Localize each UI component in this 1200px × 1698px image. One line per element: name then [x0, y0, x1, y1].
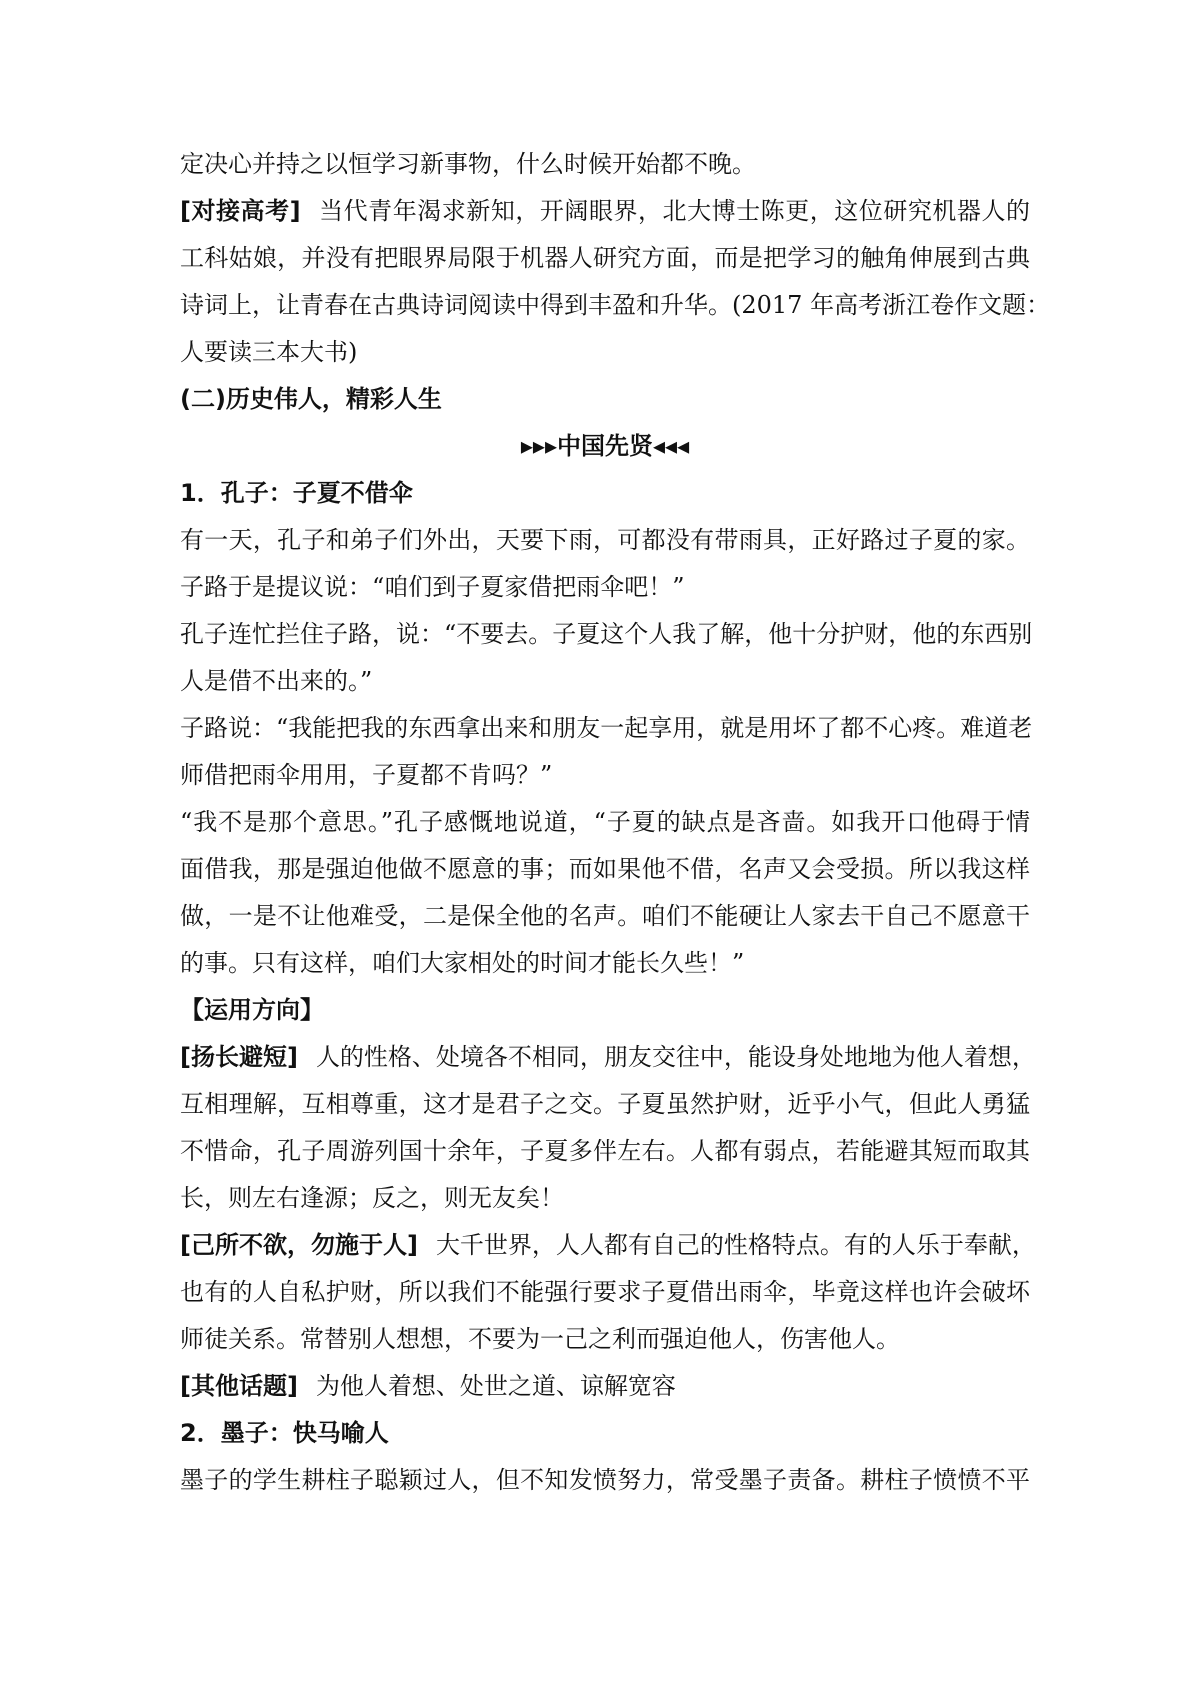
paragraph-line: 人要读三本大书) [180, 338, 358, 366]
topic-tag: [对接高考] [180, 197, 301, 225]
center-heading: ▸▸▸中国先贤◂◂◂ [520, 432, 690, 460]
paragraph-line: 工科姑娘，并没有把眼界局限于机器人研究方面，而是把学习的触角伸展到古典 [180, 244, 1030, 272]
paragraph-line: 诗词上，让青春在古典诗词阅读中得到丰盈和升华。(2017 年高考浙江卷作文题： [180, 291, 1051, 319]
topic-tag: [其他话题] [180, 1372, 298, 1400]
paragraph-line: 孔子连忙拦住子路，说：“不要去。子夏这个人我了解，他十分护财，他的东西别 [180, 620, 1033, 648]
paragraph-text: 当代青年渴求新知，开阔眼界，北大博士陈更，这位研究机器人的 [318, 197, 1030, 225]
topic-tag: [己所不欲，勿施于人] [180, 1231, 418, 1259]
item-title: 1．孔子：子夏不借伞 [180, 479, 413, 507]
paragraph-line: 墨子的学生耕柱子聪颖过人，但不知发愤努力，常受墨子责备。耕柱子愤愤不平 [180, 1466, 1030, 1494]
paragraph-line: 有一天，孔子和弟子们外出，天要下雨，可都没有带雨具，正好路过子夏的家。 [180, 526, 1030, 554]
usage-heading: 【运用方向】 [180, 996, 324, 1024]
paragraph-line: 做，一是不让他难受，二是保全他的名声。咱们不能硬让人家去干自己不愿意干 [180, 902, 1030, 930]
paragraph-line: 的事。只有这样，咱们大家相处的时间才能长久些！” [180, 949, 745, 977]
topic-tag: [扬长避短] [180, 1043, 298, 1071]
section-heading: (二)历史伟人，精彩人生 [180, 385, 442, 413]
item-title: 2．墨子：快马喻人 [180, 1419, 389, 1447]
paragraph-line: 定决心并持之以恒学习新事物，什么时候开始都不晚。 [180, 150, 756, 178]
paragraph-line: 子路于是提议说：“咱们到子夏家借把雨伞吧！” [180, 573, 685, 601]
paragraph-line: 互相理解，互相尊重，这才是君子之交。子夏虽然护财，近乎小气，但此人勇猛 [180, 1090, 1030, 1118]
paragraph-text: 为他人着想、处世之道、谅解宽容 [315, 1372, 676, 1400]
paragraph-line [180, 187, 1030, 235]
paragraph-line [180, 1033, 1036, 1081]
paragraph-line: “我不是那个意思。”孔子感慨地说道，“子夏的缺点是吝啬。如我开口他碍于情 [180, 808, 1030, 836]
paragraph-line: 不惜命，孔子周游列国十余年，子夏多伴左右。人都有弱点，若能避其短而取其 [180, 1137, 1030, 1165]
paragraph-line: 也有的人自私护财，所以我们不能强行要求子夏借出雨伞，毕竟这样也许会破坏 [180, 1278, 1030, 1306]
paragraph-line: 子路说：“我能把我的东西拿出来和朋友一起享用，就是用坏了都不心疼。难道老 [180, 714, 1033, 742]
paragraph-line: 长，则左右逢源；反之，则无友矣！ [180, 1184, 564, 1212]
paragraph-line: 师借把雨伞用用，子夏都不肯吗？” [180, 761, 553, 789]
paragraph-text: 人的性格、处境各不相同，朋友交往中，能设身处地地为他人着想， [315, 1043, 1036, 1071]
paragraph-line [180, 1221, 1036, 1269]
paragraph-line: 人是借不出来的。” [180, 667, 373, 695]
paragraph-line [180, 1362, 676, 1410]
paragraph-line: 师徒关系。常替别人想想，不要为一己之利而强迫他人，伤害他人。 [180, 1325, 900, 1353]
paragraph-text: 大千世界，人人都有自己的性格特点。有的人乐于奉献， [435, 1231, 1036, 1259]
paragraph-line: 面借我，那是强迫他做不愿意的事；而如果他不借，名声又会受损。所以我这样 [180, 855, 1030, 883]
